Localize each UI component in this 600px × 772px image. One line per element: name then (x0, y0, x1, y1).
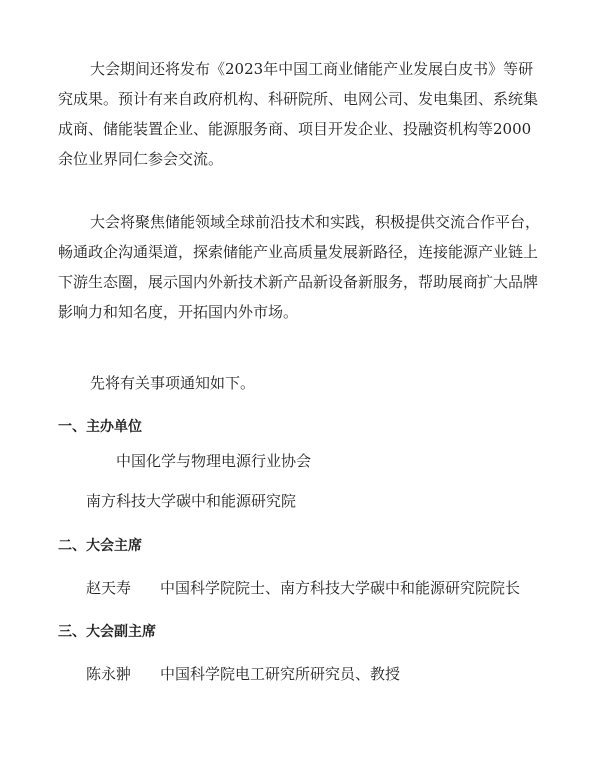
heading-chair: 二、大会主席 (58, 538, 142, 554)
organizer-item: 南方科技大学碳中和能源研究院 (86, 492, 297, 510)
vice-chair-entry (86, 663, 400, 684)
vice-chair-name: 陈永翀 (86, 665, 132, 683)
vice-chair-title: 中国科学院电工研究所研究员、教授 (160, 665, 401, 683)
chair-name: 赵天寿 (86, 579, 132, 597)
paragraph-notice (58, 368, 544, 398)
paragraph-text: 大会将聚焦储能领域全球前沿技术和实践，积极提供交流合作平台，畅通政企沟通渠道，探索储能产业高质量发展新路径，连接能源产业链上下游生态圈，展示国内外新技术新产品新设备新服务，帮助展商扩大品牌影响力和知名度，开拓国内外市场。 (58, 213, 541, 321)
paragraph-text: 先将有关事项通知如下。 (90, 374, 256, 392)
chair-entry (86, 577, 520, 598)
paragraph-focus (58, 207, 544, 327)
heading-organizers: 一、主办单位 (58, 419, 142, 435)
paragraph-text: 大会期间还将发布《2023年中国工商业储能产业发展白皮书》等研究成果。预计有来自政府机构、科研院所、电网公司、发电集团、系统集成商、储能装置企业、能源服务商、项目开发企业、投融资机构等2000余位业界同仁参会交流。 (58, 60, 539, 168)
heading-vice-chair: 三、大会副主席 (58, 624, 156, 640)
chair-title: 中国科学院院士、南方科技大学碳中和能源研究院院长 (160, 579, 521, 597)
paragraph-whitepaper (58, 54, 544, 174)
organizer-item: 中国化学与物理电源行业协会 (116, 452, 312, 470)
